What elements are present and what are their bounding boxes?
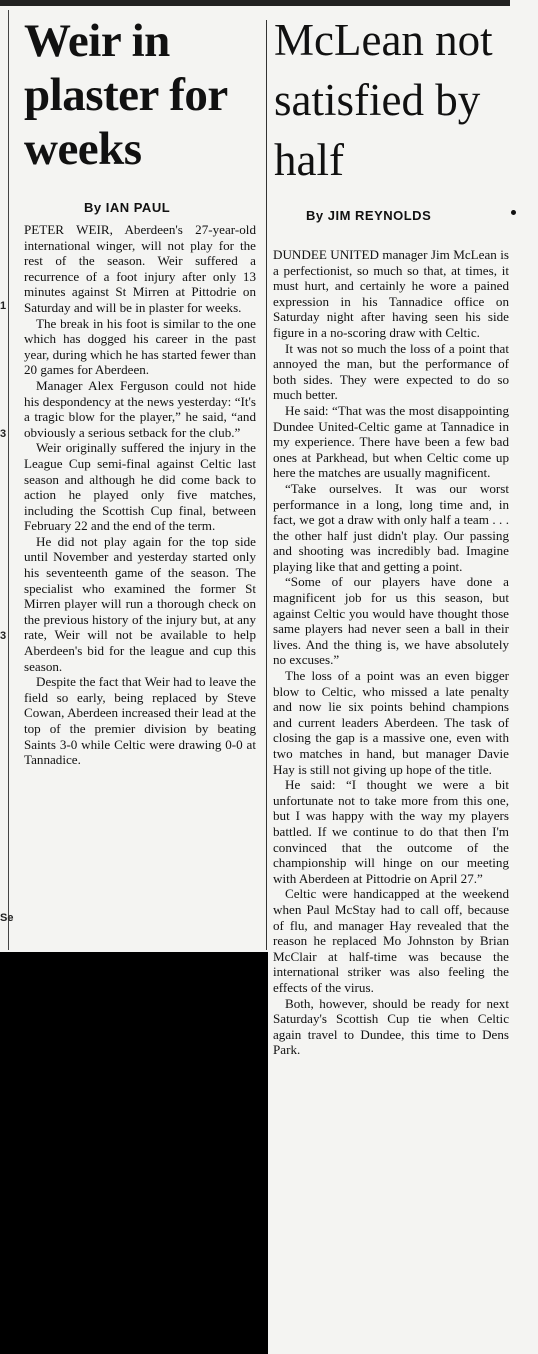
paragraph: Manager Alex Ferguson could not hide his despondency at the news yesterday: “It's a tragic blow for the player,” he said, “and obviously a serious setback for the club.” xyxy=(24,377,256,440)
paragraph: The loss of a point was an even bigger blow to Celtic, who missed a late penalty and now lie six points behind champions and current leaders Aberdeen. The task of closing the gap is a massive one, even with two matches in hand, but manager Davie Hay is still not giving up hope of the title. xyxy=(273,668,509,777)
paragraph: The break in his foot is similar to the one which has dogged his career in the past year, during which he has started fewer than 20 games for Aberdeen. xyxy=(24,315,256,378)
paragraph: He said: “I thought we were a bit unfortunate not to take more from this one, but I was happy with the way my players battled. If we continue to do that then I'm convinced that the outcome of the championship will hinge on our meeting with Aberdeen at Pittodrie on April 27.” xyxy=(273,777,509,886)
paragraph: DUNDEE UNITED manager Jim McLean is a perfectionist, so much so that, at times, it must hurt, and certainly he wore a pained expression in his Tannadice office on Saturday night after having seen his side figure in a no-scoring draw with Celtic. xyxy=(273,247,509,340)
right-headline: McLean not satisfied by half xyxy=(274,15,493,185)
left-byline: By IAN PAUL xyxy=(84,200,171,215)
paragraph: He said: “That was the most disappointing Dundee United-Celtic game at Tannadice in my experience. There have been a few bad ones at Parkhead, but when Celtic come up here the matches are usually magnificent. xyxy=(273,402,509,481)
left-article-body xyxy=(24,222,256,768)
column-divider xyxy=(266,20,267,950)
page-edge-line xyxy=(8,10,9,950)
paragraph: Both, however, should be ready for next Saturday's Scottish Cup tie when Celtic again travel to Dundee, this time to Dens Park. xyxy=(273,995,509,1058)
paragraph: “Take ourselves. It was our worst performance in a long, long time and, in fact, we got a draw with only half a team . . . the other half just didn't play. Our passing and shooting was incredibly bad. Imagine playing like that and getting a point. xyxy=(273,480,509,574)
paragraph: It was not so much the loss of a point that annoyed the man, but the performance of both sides. They were expected to do so much better. xyxy=(273,340,509,403)
margin-fragment: 3 xyxy=(0,630,7,642)
left-headline: Weir in plaster for weeks xyxy=(24,15,227,175)
paragraph: He did not play again for the top side until November and yesterday started only his seventeenth game of the season. The specialist who examined the former St Mirren player will run a thorough check on the previous history of the injury but, at any rate, Weir will not be available to help Aberdeen's bid for the league and cup this season. xyxy=(24,533,256,674)
paragraph: Weir originally suffered the injury in the League Cup semi-final against Celtic last season and although he did come back to action he played only five matches, including the Scottish Cup final, between February 22 and the end of the term. xyxy=(24,440,256,534)
margin-fragment: Se xyxy=(0,912,14,924)
right-article-body xyxy=(273,247,509,1058)
bullet-mark xyxy=(511,210,516,215)
paragraph: “Some of our players have done a magnificent job for us this season, but against Celtic you would have thought those same players had never seen a ball in their lives. And the thing is, we have absolutely no excuses.” xyxy=(273,574,509,668)
page-top-edge xyxy=(0,0,510,6)
margin-fragment: 3 xyxy=(0,428,7,440)
left-article xyxy=(24,14,256,176)
margin-fragment: 1 xyxy=(0,300,7,312)
right-article xyxy=(274,10,514,190)
paragraph: Celtic were handicapped at the weekend when Paul McStay had to call off, because of flu, and manager Hay revealed that the reason he replaced Mo Johnston by Brian McClair at half-time was because the international striker was also feeling the effects of the virus. xyxy=(273,886,509,995)
paragraph: PETER WEIR, Aberdeen's 27-year-old international winger, will not play for the rest of the season. Weir suffered a recurrence of a foot injury after only 13 minutes against St Mirren at Pittodrie on Saturday and will be in plaster for weeks. xyxy=(24,222,256,315)
paragraph: Despite the fact that Weir had to leave the field so early, being replaced by Steve Cowan, Aberdeen increased their lead at the top of the premier division by beating Saints 3-0 while Celtic were drawing 0-0 at Tannadice. xyxy=(24,674,256,768)
right-byline: By JIM REYNOLDS xyxy=(306,208,432,223)
